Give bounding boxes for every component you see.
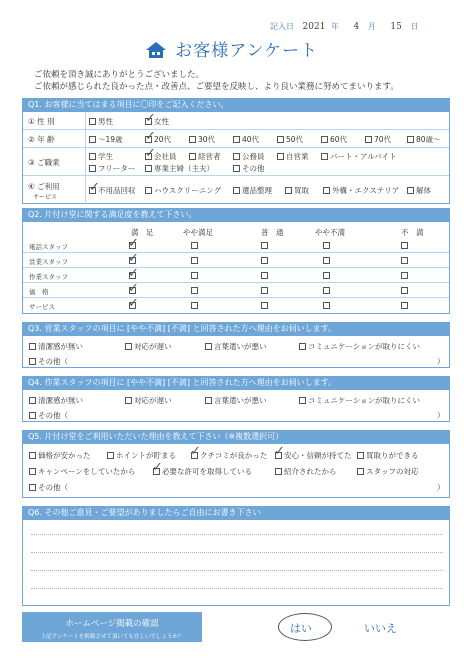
rating-checkbox[interactable] [401, 257, 408, 264]
rating-checkbox[interactable] [323, 302, 330, 309]
yes-option[interactable]: はい [290, 622, 312, 635]
month-unit: 月 [367, 22, 376, 31]
checkbox[interactable] [285, 187, 292, 194]
year-value: 2021 [302, 22, 326, 32]
column-header: 満 足 [131, 228, 154, 237]
option-label: 20代 [154, 135, 172, 144]
rating-checkbox[interactable] [323, 272, 330, 279]
option-occupation[interactable] [89, 151, 113, 162]
check-mark: ✓ [128, 251, 139, 266]
q1-row-gender [23, 112, 449, 130]
option-label: 40代 [242, 135, 260, 144]
option-label: 不用品回収 [98, 186, 136, 195]
checkbox[interactable] [89, 165, 96, 172]
option-age[interactable] [189, 134, 215, 145]
checkbox[interactable] [29, 412, 36, 419]
option-label: クチコミが良かった [200, 451, 268, 460]
intro-line-1: ご依頼を頂き誠にありがとうございました。 [34, 70, 205, 80]
no-option[interactable]: いいえ [364, 622, 397, 635]
check-mark: ✓ [274, 444, 285, 459]
writing-line [31, 534, 443, 535]
option-label: 対応が遅い [134, 342, 172, 351]
checkbox[interactable] [145, 187, 152, 194]
option-label: その他（ [38, 483, 68, 492]
checkbox[interactable] [189, 136, 196, 143]
checkbox[interactable] [205, 343, 212, 350]
check-mark: ✓ [145, 129, 156, 144]
q6-box[interactable] [22, 520, 450, 606]
q4-box [22, 390, 450, 422]
option-occupation[interactable] [233, 151, 265, 162]
option-label: 安心・信頼が持てた [284, 451, 352, 460]
q1-row-occupation [23, 148, 449, 176]
checkbox[interactable] [145, 165, 152, 172]
rating-row-label: 価 格 [29, 288, 49, 296]
q1-row-age [23, 130, 449, 148]
option-reason[interactable] [299, 395, 420, 406]
column-header: やや満足 [183, 228, 213, 237]
option-reason[interactable] [357, 450, 419, 461]
row-label: ② 年 齢 [28, 135, 55, 144]
rating-checkbox[interactable] [323, 287, 330, 294]
option-occupation[interactable] [89, 163, 135, 174]
option-label: その他 [242, 164, 265, 173]
option-label: 買取りができる [366, 451, 419, 460]
rating-checkbox[interactable] [323, 242, 330, 249]
check-mark: ✓ [145, 146, 156, 161]
option-label: 公務員 [242, 152, 265, 161]
option-reason[interactable] [299, 341, 420, 352]
option-label: 男性 [98, 117, 113, 126]
q3-title: Q3. 営業スタッフの項目に [やや不満] [不満] と回答された方へ理由をお伺いします。 [22, 322, 450, 336]
option-age[interactable] [407, 134, 441, 145]
option-label: 紹介されたから [284, 467, 337, 476]
checkbox[interactable] [29, 397, 36, 404]
checkbox[interactable] [321, 153, 328, 160]
checkbox[interactable] [275, 468, 282, 475]
q1-row-service [23, 176, 449, 204]
rating-checkbox[interactable] [261, 242, 268, 249]
checkbox[interactable] [277, 136, 284, 143]
column-header: やや不満 [315, 228, 345, 237]
date-line [270, 21, 418, 32]
writing-line [31, 552, 443, 553]
option-other[interactable] [29, 410, 68, 421]
checkbox[interactable] [299, 343, 306, 350]
option-label: 外構・エクステリア [332, 186, 400, 195]
option-label: その他（ [38, 411, 68, 420]
consent-label-box [22, 612, 202, 642]
check-mark: ✓ [128, 281, 139, 296]
option-service[interactable] [285, 185, 309, 196]
option-label: 専業主婦（主夫） [154, 164, 214, 173]
option-male[interactable] [89, 116, 113, 127]
row-label: ④ ご利用 [28, 182, 60, 191]
close-paren: ） [437, 483, 445, 492]
option-reason[interactable] [29, 450, 91, 461]
option-reason[interactable] [29, 395, 83, 406]
rating-checkbox[interactable] [401, 302, 408, 309]
option-label: ハウスクリーニング [154, 186, 222, 195]
check-mark: ✓ [190, 444, 201, 459]
rating-checkbox[interactable] [401, 272, 408, 279]
option-label: 必要な許可を取得している [162, 467, 252, 476]
check-mark: ✓ [152, 460, 163, 475]
option-label: 自営業 [286, 152, 309, 161]
close-paren: ） [437, 411, 445, 420]
option-reason[interactable] [357, 466, 419, 477]
option-service[interactable] [233, 185, 272, 196]
q4-title: Q4. 作業スタッフの項目に [やや不満] [不満] と回答された方へ理由をお伺いします。 [22, 376, 450, 390]
option-occupation[interactable] [189, 151, 221, 162]
column-header: 普 通 [261, 228, 284, 237]
rating-row [23, 253, 449, 268]
row-sublabel: サービス [33, 194, 58, 201]
q1-title: Q1. お客様に当てはまる項目に〇印をご記入ください。 [22, 98, 450, 112]
checkbox[interactable] [205, 397, 212, 404]
q2-title: Q2. 片付け堂に関する満足度を教えて下さい。 [22, 208, 450, 222]
checkbox[interactable] [299, 397, 306, 404]
writing-line [31, 570, 443, 571]
rating-checkbox[interactable] [191, 302, 198, 309]
title-text: お客様アンケート [175, 41, 319, 61]
option-reason[interactable] [275, 466, 337, 477]
option-label: 言葉遣いが悪い [214, 342, 267, 351]
option-label: パート・アルバイト [330, 152, 397, 161]
intro-line-2: ご依頼が感じられた良かった点・改善点、ご要望を反映し、より良い業務に努めてまいります。 [34, 82, 399, 92]
option-label: コミュニケーションが取りにくい [308, 342, 421, 351]
option-label: 経営者 [198, 152, 221, 161]
option-label: フリーター [98, 164, 136, 173]
check-mark: ✓ [128, 266, 139, 281]
option-other[interactable] [29, 482, 68, 493]
rating-checkbox[interactable] [401, 287, 408, 294]
close-paren: ） [437, 357, 445, 366]
checkbox[interactable] [89, 118, 96, 125]
option-service[interactable] [407, 185, 431, 196]
checkbox[interactable] [233, 153, 240, 160]
page-title [0, 36, 464, 61]
checkbox[interactable] [233, 187, 240, 194]
check-mark: ✓ [128, 236, 139, 251]
rating-row [23, 298, 449, 313]
option-occupation[interactable] [145, 163, 214, 174]
date-label: 記入日 [270, 22, 294, 31]
row-label: ③ ご職業 [28, 158, 60, 167]
rating-row [23, 268, 449, 283]
option-age[interactable] [89, 134, 123, 145]
rating-checkbox[interactable] [323, 257, 330, 264]
consent-label: ホームページ掲載の確認 [65, 619, 159, 629]
option-label: 80歳～ [416, 135, 441, 144]
rating-row [23, 283, 449, 298]
rating-row [23, 238, 449, 253]
check-mark: ✓ [89, 180, 100, 195]
checkbox[interactable] [189, 153, 196, 160]
rating-checkbox[interactable] [261, 287, 268, 294]
option-service[interactable] [145, 185, 221, 196]
option-age[interactable] [365, 134, 391, 145]
q5-title: Q5. 片付け堂をご利用いただいた理由を教えて下さい（※複数選択可） [22, 430, 450, 444]
option-reason[interactable] [125, 395, 172, 406]
option-label: 70代 [374, 135, 392, 144]
option-label: コミュニケーションが取りにくい [308, 396, 421, 405]
option-label: ホイントが貯まる [116, 451, 176, 460]
option-label: 価格が安かった [38, 451, 91, 460]
checkbox[interactable] [365, 136, 372, 143]
option-occupation[interactable] [321, 151, 397, 162]
rating-row-label: 電話スタッフ [29, 243, 68, 251]
checkbox[interactable] [89, 153, 96, 160]
option-reason[interactable] [125, 341, 172, 352]
checkbox[interactable] [357, 452, 364, 459]
consent-sublabel: 上記アンケートを掲載させて頂いても宜しいでしょうか？ [40, 634, 184, 640]
checkbox[interactable] [29, 484, 36, 491]
checkbox[interactable] [125, 397, 132, 404]
option-service[interactable] [323, 185, 399, 196]
publish-consent [22, 612, 450, 650]
checkbox[interactable] [233, 136, 240, 143]
checkbox[interactable] [29, 358, 36, 365]
rating-row-label: 営業スタッフ [29, 258, 68, 266]
rating-checkbox[interactable] [261, 272, 268, 279]
day-unit: 日 [410, 22, 419, 31]
option-label: 清潔感が無い [38, 396, 83, 405]
option-label: 30代 [198, 135, 216, 144]
option-label: 言葉遣いが悪い [214, 396, 267, 405]
checkbox[interactable] [29, 343, 36, 350]
q5-box [22, 444, 450, 498]
option-age[interactable] [233, 134, 259, 145]
checkbox[interactable] [321, 136, 328, 143]
option-label: 解体 [416, 186, 431, 195]
rating-row-label: 作業スタッフ [29, 273, 68, 281]
option-occupation[interactable] [233, 163, 265, 174]
option-age[interactable] [277, 134, 303, 145]
rating-checkbox[interactable] [401, 242, 408, 249]
rating-checkbox[interactable] [261, 257, 268, 264]
q3-box [22, 336, 450, 368]
option-reason[interactable] [205, 395, 267, 406]
option-reason[interactable] [29, 341, 83, 352]
option-other[interactable] [29, 356, 68, 367]
rating-checkbox[interactable] [261, 302, 268, 309]
check-mark: ✓ [145, 111, 156, 126]
checkbox[interactable] [29, 452, 36, 459]
option-label: キャンペーンをしていたから [38, 467, 136, 476]
option-label: 会社員 [154, 152, 177, 161]
year-unit: 年 [331, 22, 339, 31]
checkbox[interactable] [107, 452, 114, 459]
option-label: 学生 [98, 152, 113, 161]
rating-checkbox[interactable] [191, 257, 198, 264]
checkbox[interactable] [357, 468, 364, 475]
option-label: 対応が遅い [134, 396, 172, 405]
month-value: 4 [353, 22, 360, 32]
option-label: 60代 [330, 135, 348, 144]
checkbox[interactable] [125, 343, 132, 350]
checkbox[interactable] [407, 136, 414, 143]
option-reason[interactable] [275, 450, 352, 461]
checkbox[interactable] [89, 136, 96, 143]
checkbox[interactable] [323, 187, 330, 194]
checkbox[interactable] [233, 165, 240, 172]
writing-line [31, 588, 443, 589]
option-reason[interactable] [205, 341, 267, 352]
option-label: スタッフの対応 [366, 467, 419, 476]
rating-checkbox[interactable] [191, 272, 198, 279]
option-label: その他（ [38, 357, 68, 366]
q6-title: Q6. その他ご意見・ご要望がありましたらご自由にお書き下さい [22, 506, 450, 520]
option-label: 買取 [294, 186, 309, 195]
rating-checkbox[interactable] [191, 287, 198, 294]
q1-box [22, 112, 450, 204]
day-value: 15 [390, 22, 402, 32]
rating-checkbox[interactable] [191, 242, 198, 249]
option-label: ～19歳 [98, 135, 123, 144]
option-label: 50代 [286, 135, 304, 144]
column-header: 不 満 [401, 228, 424, 237]
option-age[interactable] [321, 134, 347, 145]
checkbox[interactable] [407, 187, 414, 194]
option-reason[interactable] [107, 450, 176, 461]
option-reason[interactable] [191, 450, 267, 461]
row-label: ① 性 別 [28, 117, 55, 126]
check-mark: ✓ [128, 296, 139, 311]
option-reason[interactable] [153, 466, 252, 477]
option-label: 清潔感が無い [38, 342, 83, 351]
option-label: 遺品整理 [242, 186, 272, 195]
q2-box [22, 222, 450, 314]
option-label: 女性 [154, 117, 169, 126]
option-reason[interactable] [29, 466, 135, 477]
house-icon [146, 42, 166, 58]
checkbox[interactable] [277, 153, 284, 160]
rating-row-label: サービス [29, 303, 55, 311]
checkbox[interactable] [29, 468, 36, 475]
option-occupation[interactable] [277, 151, 309, 162]
